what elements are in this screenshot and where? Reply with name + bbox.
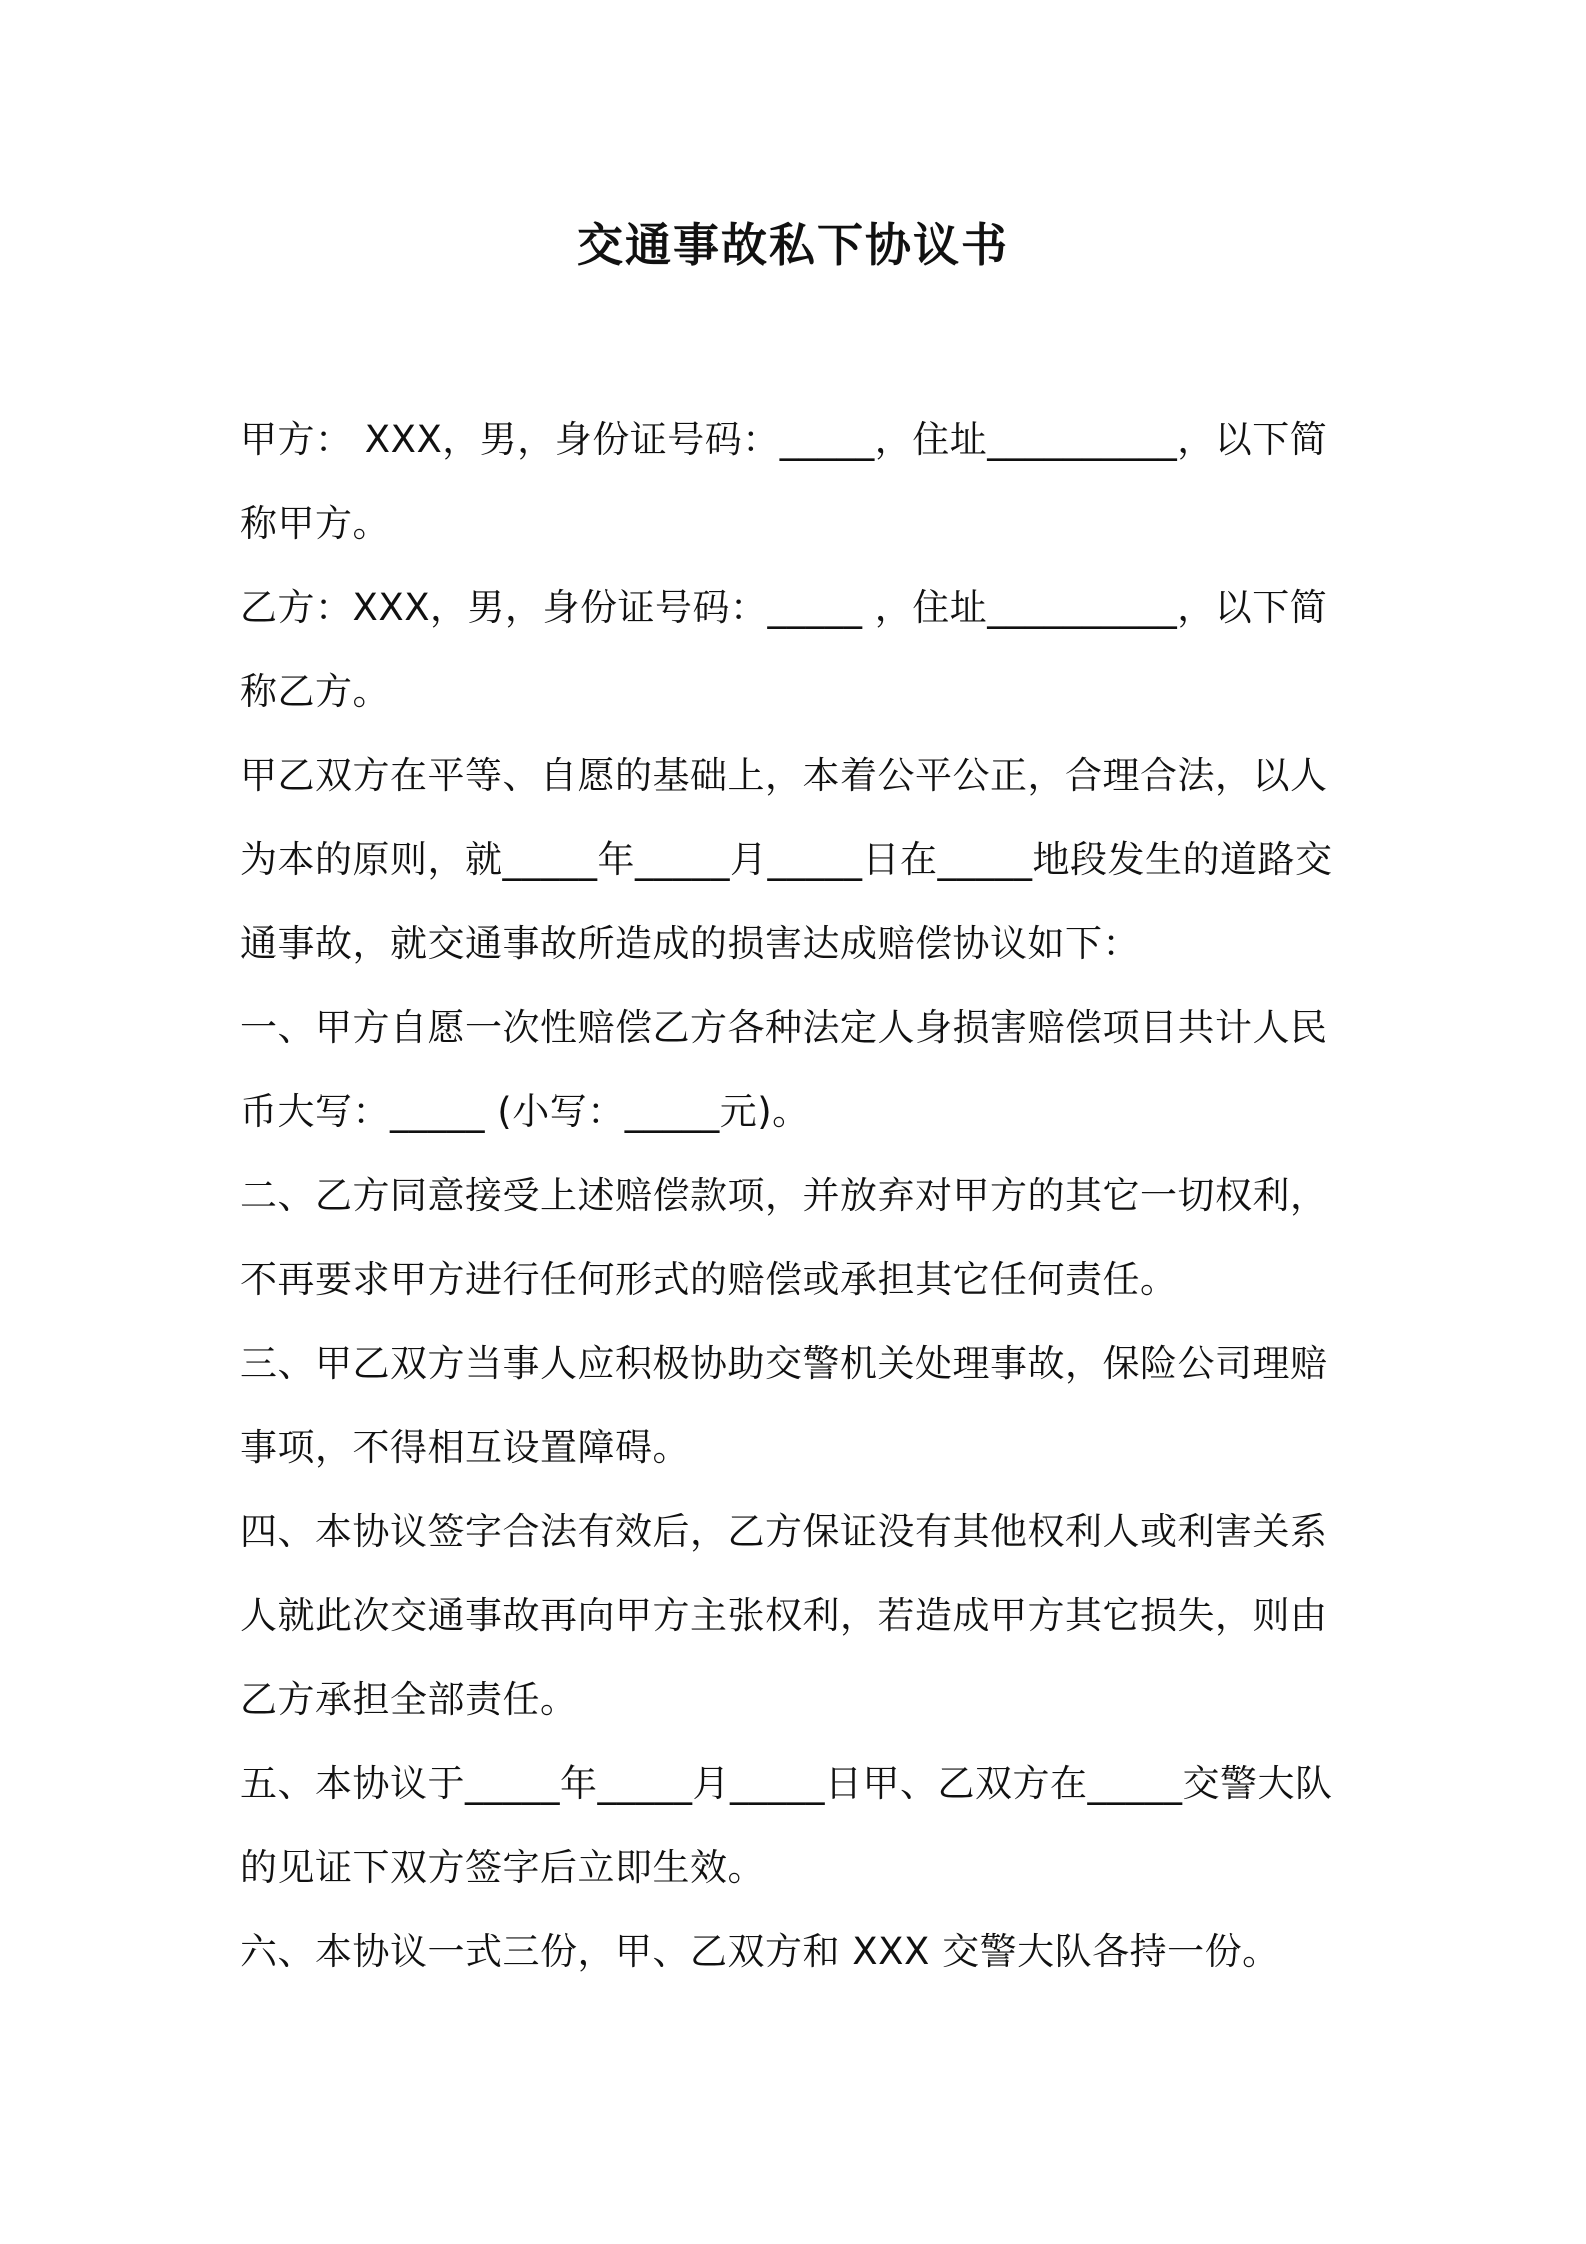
clause-4-paragraph: 四、本协议签字合法有效后，乙方保证没有其他权利人或利害关系人就此次交通事故再向甲方主张权利，若造成甲方其它损失，则由乙方承担全部责任。 — [240, 1510, 1328, 1721]
clause-3-paragraph: 三、甲乙双方当事人应积极协助交警机关处理事故，保险公司理赔事项，不得相互设置障碍。 — [240, 1342, 1328, 1469]
clause-6-paragraph: 六、本协议一式三份，甲、乙双方和 XXX 交警大队各持一份。 — [240, 1930, 1280, 1973]
preamble-paragraph: 甲乙双方在平等、自愿的基础上，本着公平公正，合理合法，以人为本的原则，就_____年_____月_____日在_____地段发生的道路交通事故，就交通事故所造成的损害达成赔偿协议如下： — [240, 754, 1333, 965]
party-b-paragraph: 乙方：XXX，男，身份证号码：_____ ，住址__________，以下简称乙方。 — [240, 586, 1328, 713]
document-body — [240, 398, 1355, 1994]
clause-5-paragraph: 五、本协议于_____年_____月_____日甲、乙双方在_____交警大队的见证下双方签字后立即生效。 — [240, 1762, 1333, 1889]
clause-1-paragraph: 一、甲方自愿一次性赔偿乙方各种法定人身损害赔偿项目共计人民币大写：_____ (小写：_____元)。 — [240, 1006, 1328, 1133]
clause-2-paragraph: 二、乙方同意接受上述赔偿款项，并放弃对甲方的其它一切权利，不再要求甲方进行任何形式的赔偿或承担其它任何责任。 — [240, 1174, 1328, 1301]
document-title: 交通事故私下协议书 — [577, 218, 1009, 272]
party-a-paragraph: 甲方： XXX，男，身份证号码：_____，住址__________，以下简称甲方。 — [240, 418, 1328, 545]
